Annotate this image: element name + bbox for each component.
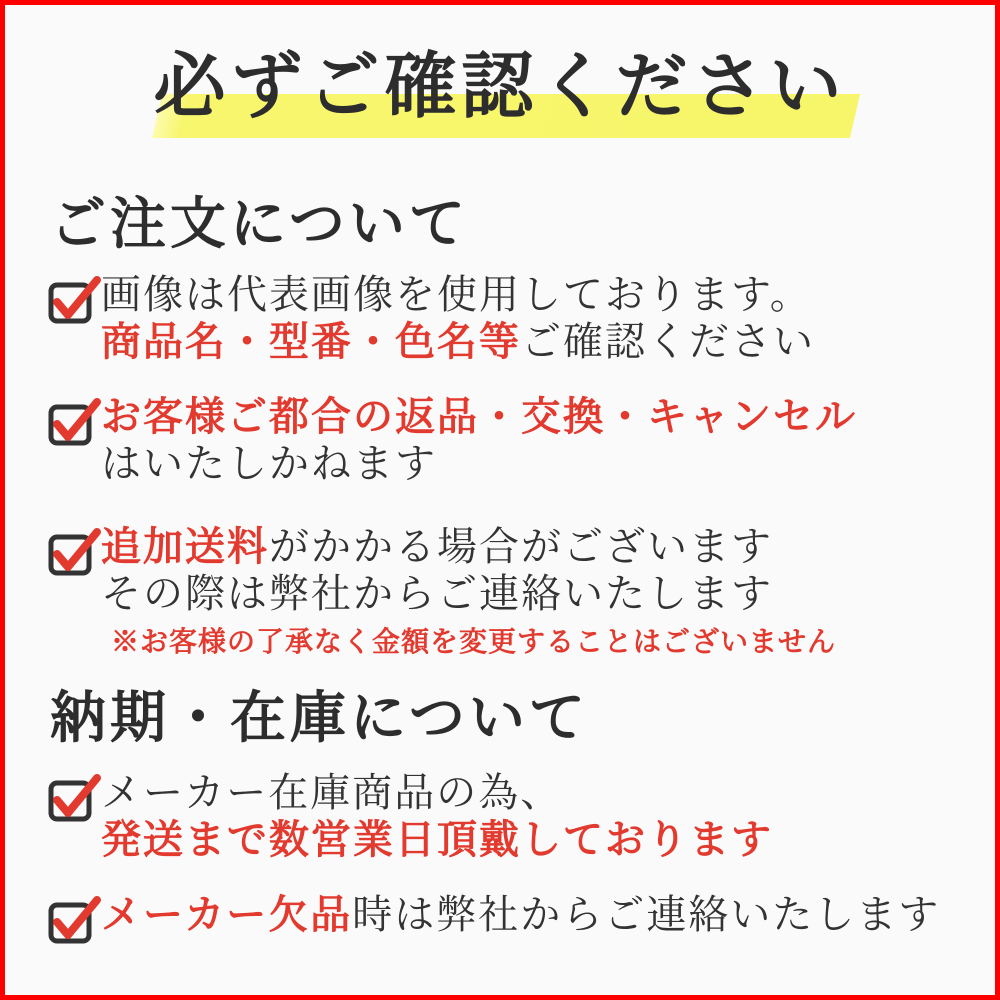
item-text	[101, 891, 940, 938]
list-item	[47, 393, 857, 487]
section-heading-order: ご注文について	[50, 194, 469, 256]
list-item	[47, 271, 815, 365]
item-note: ※お客様の了承なく金額を変更することはございません	[111, 627, 837, 658]
item-segment: 画像は代表画像を使用しております。	[101, 272, 812, 317]
checked-checkbox-icon	[47, 526, 101, 578]
list-item	[47, 769, 773, 863]
item-segment-emphasis: 発送まで数営業日頂戴しております	[101, 817, 773, 862]
checked-checkbox-icon	[47, 894, 101, 946]
checked-checkbox-icon	[47, 274, 101, 326]
item-segment: はいたしかねます	[101, 441, 437, 486]
item-line	[101, 440, 857, 487]
item-line	[101, 318, 815, 365]
item-line	[101, 891, 940, 938]
item-line	[101, 271, 815, 318]
item-text	[101, 271, 815, 365]
checked-checkbox-icon	[47, 396, 101, 448]
list-item	[47, 891, 940, 946]
title-section	[5, 5, 995, 165]
item-text	[101, 393, 857, 487]
item-line	[101, 769, 773, 816]
item-text	[101, 769, 773, 863]
item-line	[101, 523, 836, 570]
item-segment: その際は弊社からご連絡いたします	[101, 571, 773, 616]
item-segment: がかかる場合がございます	[269, 524, 773, 569]
item-segment-emphasis: お客様ご都合の返品・交換・キャンセル	[101, 394, 857, 439]
item-segment: メーカー在庫商品の為、	[101, 770, 563, 815]
item-segment-emphasis: 商品名・型番・色名等	[101, 319, 521, 364]
list-item	[47, 523, 836, 660]
item-segment: ご確認ください	[521, 319, 815, 364]
page-title: 必ずご確認ください	[153, 47, 847, 127]
item-line	[101, 393, 857, 440]
item-line	[101, 816, 773, 863]
item-segment-emphasis: メーカー欠品	[101, 892, 353, 937]
checked-checkbox-icon	[47, 772, 101, 824]
item-line	[101, 570, 836, 617]
item-segment: 時は弊社からご連絡いたします	[352, 892, 941, 937]
section-heading-stock: 納期・在庫について	[50, 688, 589, 750]
item-text	[101, 523, 836, 660]
item-segment-emphasis: 追加送料	[101, 524, 269, 569]
